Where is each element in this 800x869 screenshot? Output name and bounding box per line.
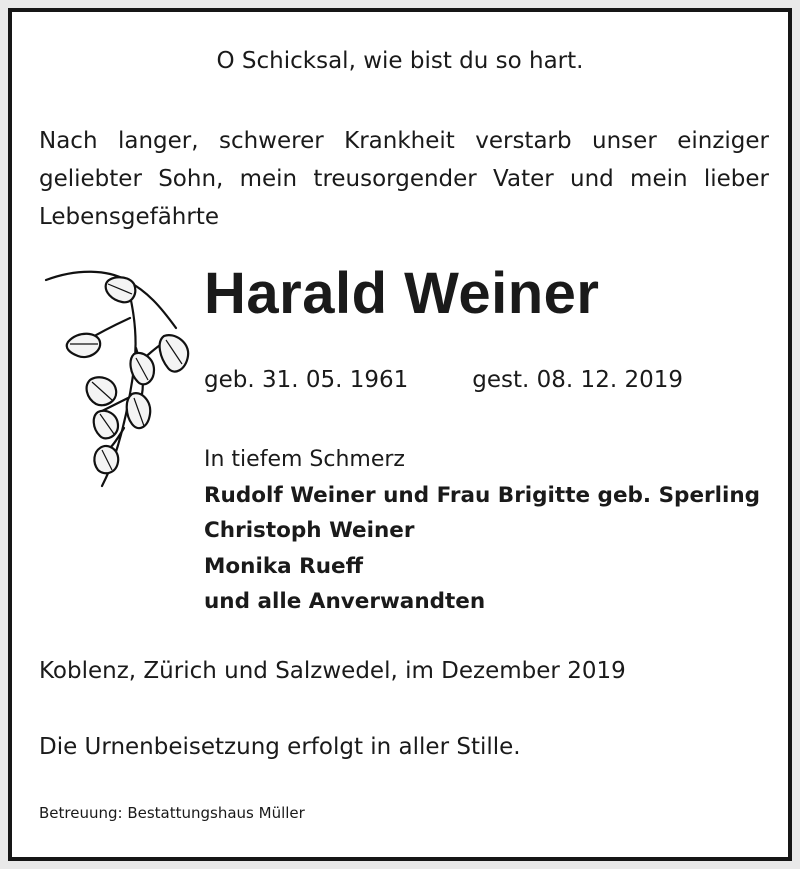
death-date: gest. 08. 12. 2019: [472, 367, 683, 393]
mourning-lead: In tiefem Schmerz: [204, 447, 405, 472]
funeral-home-credit: Betreuung: Bestattungshaus Müller: [39, 804, 305, 822]
life-dates: [204, 367, 683, 393]
mourner-line: Monika Rueff: [204, 553, 363, 579]
mourners-block: [204, 442, 760, 620]
birth-date: geb. 31. 05. 1961: [204, 367, 409, 393]
burial-note: Die Urnenbeisetzung erfolgt in aller Stille.: [39, 734, 521, 760]
mourner-line: Rudolf Weiner und Frau Brigitte geb. Sperling: [204, 482, 761, 508]
mourner-line: und alle Anverwandten: [204, 589, 486, 614]
deceased-name: Harald Weiner: [204, 261, 600, 326]
obituary-notice: [8, 8, 792, 861]
motto: O Schicksal, wie bist du so hart.: [216, 48, 584, 74]
intro-text: Nach langer, schwerer Krankheit verstarb unser einziger geliebter Sohn, mein treusorgender Vater und mein lieber Lebensgefährte: [39, 128, 769, 230]
birch-branch-icon: [38, 258, 210, 504]
mourner-line: Christoph Weiner: [204, 518, 415, 543]
place-and-date: Koblenz, Zürich und Salzwedel, im Dezember 2019: [39, 658, 626, 684]
